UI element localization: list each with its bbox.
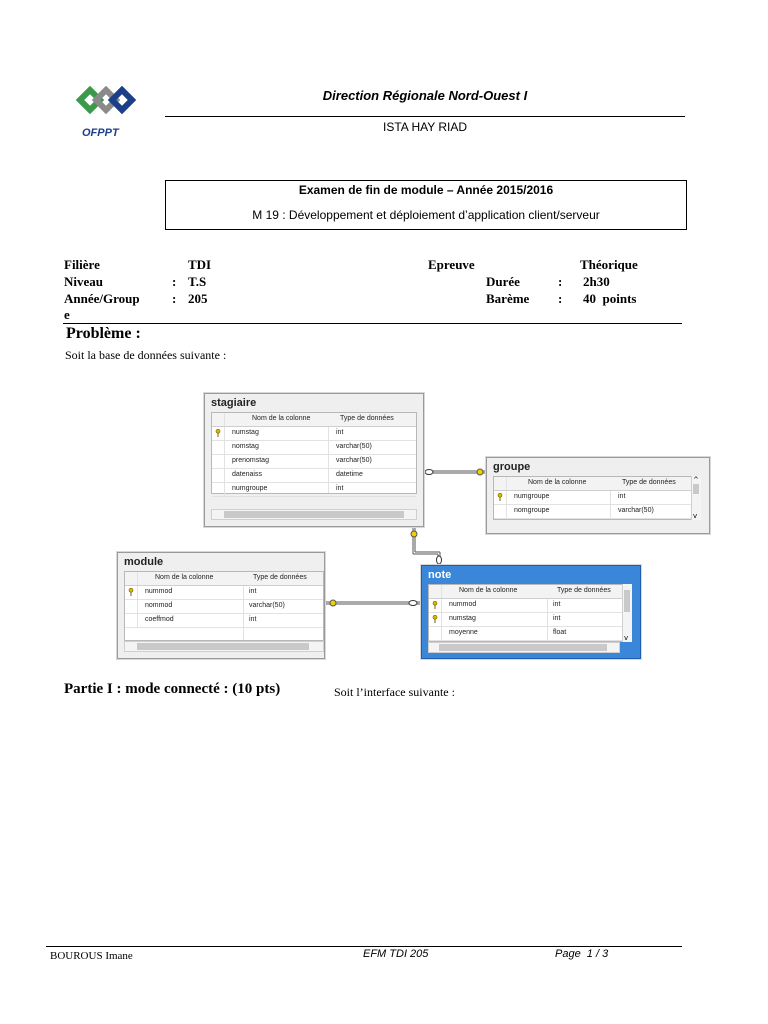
epreuve-label: Epreuve xyxy=(428,257,475,272)
table-title: module xyxy=(124,556,164,568)
duree-label: Durée xyxy=(486,274,520,289)
primary-key-icon xyxy=(432,601,438,609)
problem-title: Problème : xyxy=(66,325,141,342)
table-row[interactable] xyxy=(429,613,627,627)
niveau-value: T.S xyxy=(188,274,207,289)
column-name: nomgroupe xyxy=(514,507,550,514)
table-row[interactable] xyxy=(212,483,416,497)
column-name: prenomstag xyxy=(232,457,269,464)
bareme-value: 40 points xyxy=(583,291,637,306)
filiere-value: TDI xyxy=(188,257,212,272)
column-name: numstag xyxy=(449,615,476,622)
column-type: int xyxy=(249,588,257,595)
grid-header xyxy=(212,413,416,427)
column-name: datenaiss xyxy=(232,471,262,478)
col-header-name: Nom de la colonne xyxy=(528,479,587,486)
column-grid xyxy=(124,571,324,641)
column-type: float xyxy=(553,629,567,636)
col-header-name: Nom de la colonne xyxy=(252,415,311,422)
column-name: nummod xyxy=(145,588,173,595)
column-name: coeffmod xyxy=(145,616,174,623)
scroll-down-icon[interactable]: v xyxy=(624,634,629,642)
footer-exam-ref: EFM TDI 205 xyxy=(363,948,429,960)
grid-header xyxy=(125,572,323,586)
header-divider xyxy=(165,116,685,117)
duree-sep: : xyxy=(558,274,563,289)
column-type: int xyxy=(249,616,257,623)
column-type: datetime xyxy=(336,471,363,478)
col-header-name: Nom de la colonne xyxy=(155,574,214,581)
grid-header xyxy=(494,477,692,491)
annee-sep: : xyxy=(172,291,177,306)
table-row[interactable] xyxy=(429,627,627,641)
table-row[interactable] xyxy=(125,600,323,614)
duree-value: 2h30 xyxy=(583,274,610,289)
primary-key-icon xyxy=(128,588,134,596)
vertical-scrollbar[interactable] xyxy=(622,584,632,642)
table-row[interactable] xyxy=(125,614,323,628)
col-header-type: Type de données xyxy=(340,415,394,422)
column-type: varchar(50) xyxy=(249,602,285,609)
info-divider xyxy=(63,323,682,324)
table-title: groupe xyxy=(493,461,531,473)
col-header-type: Type de données xyxy=(253,574,307,581)
institute-name: ISTA HAY RIAD xyxy=(382,120,468,134)
column-name: nomstag xyxy=(232,443,259,450)
column-name: nommod xyxy=(145,602,173,609)
table-row[interactable] xyxy=(212,455,416,469)
column-grid xyxy=(211,412,417,494)
col-header-name: Nom de la colonne xyxy=(459,587,518,594)
footer-author: BOUROUS Imane xyxy=(50,950,133,962)
table-stagiaire[interactable] xyxy=(204,393,424,527)
col-header-type: Type de données xyxy=(622,479,676,486)
bareme-sep: : xyxy=(558,291,563,306)
column-name: numgroupe xyxy=(514,493,550,500)
horizontal-scrollbar[interactable] xyxy=(428,642,620,653)
horizontal-scrollbar[interactable] xyxy=(124,641,324,652)
primary-key-icon xyxy=(215,429,221,437)
column-type: varchar(50) xyxy=(618,507,654,514)
module-title: M 19 : Développement et déploiement d’application client/serveur xyxy=(252,208,600,222)
footer-page-number: Page 1 / 3 xyxy=(555,948,609,960)
column-type: int xyxy=(553,615,561,622)
part1-title: Partie I : mode connecté : (10 pts) xyxy=(64,681,281,697)
scroll-up-icon[interactable]: ^ xyxy=(693,476,699,484)
column-type: int xyxy=(618,493,626,500)
niveau-sep: : xyxy=(172,274,177,289)
column-type: int xyxy=(553,601,561,608)
epreuve-value: Théorique xyxy=(580,257,638,272)
column-type: varchar(50) xyxy=(336,443,372,450)
column-type: int xyxy=(336,429,344,436)
column-name: nummod xyxy=(449,601,477,608)
exam-title: Examen de fin de module – Année 2015/2016 xyxy=(298,183,554,197)
column-name: numstag xyxy=(232,429,259,436)
primary-key-icon xyxy=(497,493,503,501)
table-groupe[interactable] xyxy=(486,457,710,534)
col-header-type: Type de données xyxy=(557,587,611,594)
primary-key-icon xyxy=(432,615,438,623)
column-name: moyenne xyxy=(449,629,478,636)
table-row[interactable] xyxy=(125,586,323,600)
vertical-scrollbar[interactable] xyxy=(691,476,701,520)
table-row[interactable] xyxy=(212,427,416,441)
problem-intro: Soit la base de données suivante : xyxy=(65,348,227,362)
column-grid xyxy=(493,476,693,520)
column-type: varchar(50) xyxy=(336,457,372,464)
table-row[interactable] xyxy=(494,505,692,519)
table-title: stagiaire xyxy=(211,397,257,409)
horizontal-scrollbar[interactable] xyxy=(211,509,417,520)
part1-description: Soit l’interface suivante : xyxy=(334,685,455,699)
column-name: numgroupe xyxy=(232,485,268,492)
column-grid xyxy=(428,584,628,642)
table-row[interactable] xyxy=(429,599,627,613)
footer-divider xyxy=(46,946,682,947)
table-row[interactable] xyxy=(212,469,416,483)
table-module[interactable] xyxy=(117,552,325,659)
table-row[interactable] xyxy=(494,491,692,505)
table-title: note xyxy=(428,569,452,581)
scroll-down-icon[interactable]: v xyxy=(693,512,698,520)
direction-title: Direction Régionale Nord-Ouest I xyxy=(322,88,528,103)
grid-header xyxy=(429,585,627,599)
table-note[interactable] xyxy=(421,565,641,659)
table-row[interactable] xyxy=(212,441,416,455)
annee-value: 205 xyxy=(188,291,208,306)
annee-label-wrap: e xyxy=(64,307,70,322)
column-type: int xyxy=(336,485,344,492)
bareme-label: Barème xyxy=(486,291,530,306)
logo-text: OFPPT xyxy=(82,127,119,139)
niveau-label: Niveau xyxy=(64,274,103,289)
filiere-label: Filière xyxy=(64,257,100,272)
annee-label: Année/Group xyxy=(64,291,140,306)
